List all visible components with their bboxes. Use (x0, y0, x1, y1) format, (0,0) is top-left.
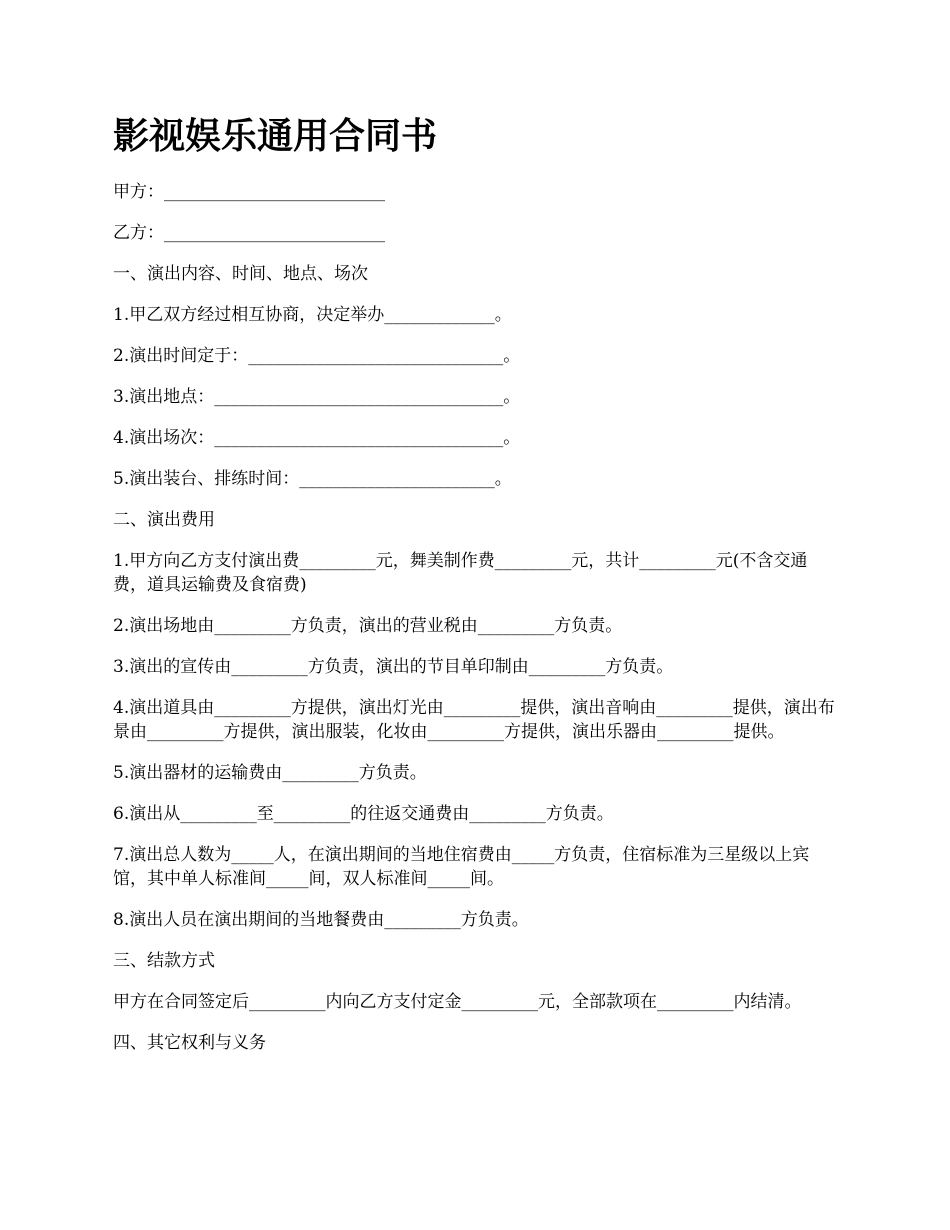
clause-2-1: 1.甲方向乙方支付演出费_________元，舞美制作费_________元，共计_________元(不含交通费，道具运输费及食宿费) (113, 551, 808, 595)
clause-2-4: 4.演出道具由_________方提供，演出灯光由_________提供，演出音响由_________提供，演出布景由_________方提供，演出服装，化妆由_________方提供，演出乐器由_________提供。 (113, 698, 835, 742)
section-heading-4: 四、其它权利与义务 (113, 1033, 266, 1053)
clause-1-3: 3.演出地点：__________________________________。 (113, 387, 521, 407)
section-heading-3: 三、结款方式 (113, 951, 215, 971)
document-page (113, 110, 837, 1072)
clause-2-6: 6.演出从_________至_________的往返交通费由_________方负责。 (113, 804, 614, 824)
clause-1-1: 1.甲乙双方经过相互协商，决定举办_____________。 (113, 305, 512, 325)
payment-clause: 甲方在合同签定后_________内向乙方支付定金_________元，全部款项在_________内结清。 (113, 992, 802, 1012)
clause-1-4: 4.演出场次：__________________________________。 (113, 428, 521, 448)
clause-2-2: 2.演出场地由_________方负责，演出的营业税由_________方负责。 (113, 616, 623, 636)
clause-1-5: 5.演出装台、排练时间：_______________________。 (113, 469, 512, 489)
section-heading-2: 二、演出费用 (113, 510, 215, 530)
clause-2-8: 8.演出人员在演出期间的当地餐费由_________方负责。 (113, 910, 529, 930)
section-heading-1: 一、演出内容、时间、地点、场次 (113, 264, 368, 284)
document-title: 影视娱乐通用合同书 (113, 115, 438, 157)
party-a-line: 甲方：__________________________ (113, 182, 385, 202)
clause-2-3: 3.演出的宣传由_________方负责，演出的节目单印制由_________方负责。 (113, 657, 674, 677)
clause-2-7: 7.演出总人数为_____人，在演出期间的当地住宿费由_____方负责，住宿标准为三星级以上宾馆，其中单人标准间_____间，双人标准间_____间。 (113, 845, 810, 889)
clause-1-2: 2.演出时间定于：______________________________。 (113, 346, 521, 366)
clause-2-5: 5.演出器材的运输费由_________方负责。 (113, 763, 427, 783)
party-b-line: 乙方：__________________________ (113, 223, 385, 243)
